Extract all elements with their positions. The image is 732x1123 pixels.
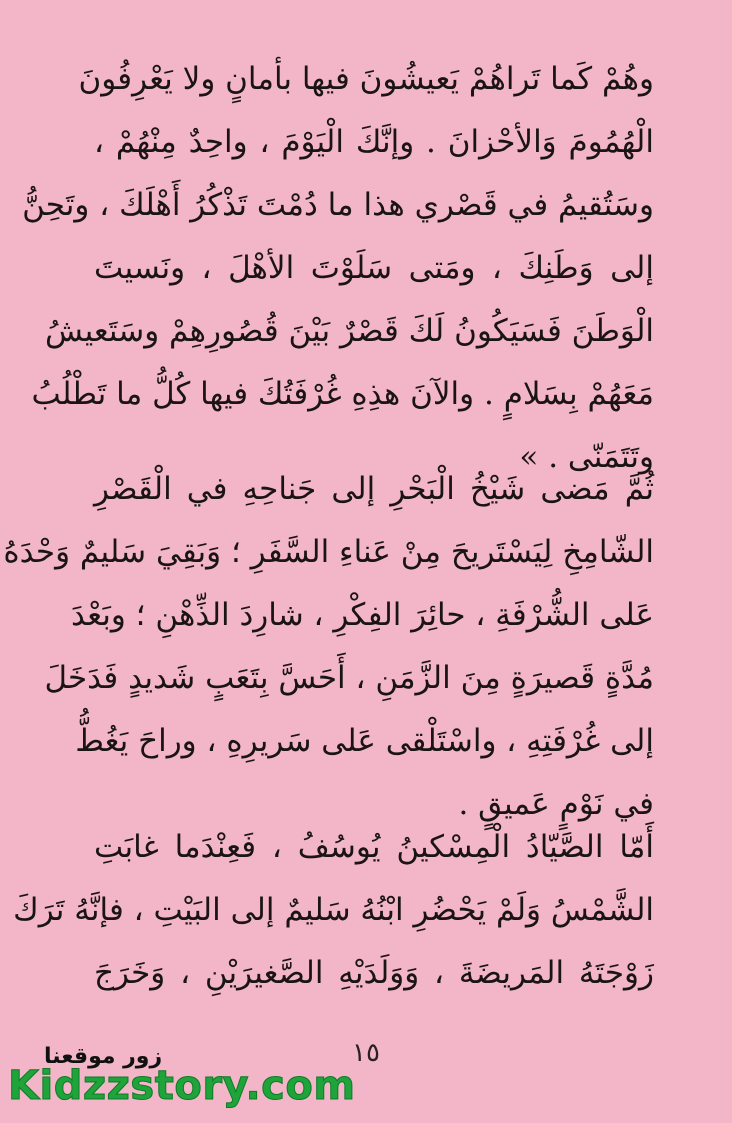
text-line: مُدَّةٍ قَصيرَةٍ مِنَ الزَّمَنِ ، أَحَسَّ بِتَعَبٍ شَديدٍ فَدَخَلَ	[44, 660, 654, 696]
text-line: إلى غُرْفَتِهِ ، واسْتَلْقى عَلى سَريرِهِ ، وراحَ يَغُطُّ	[75, 723, 654, 759]
text-line: إلى وَطَنِكَ ، ومَتى سَلَوْتَ الأهْلَ ، ونَسيتَ	[94, 250, 654, 286]
text-line: زَوْجَتَهُ المَريضَةَ ، وَوَلَدَيْهِ الصَّغيرَيْنِ ، وَخَرَجَ	[94, 955, 654, 991]
text-line: أَمّا الصَّيّادُ الْمِسْكينُ يُوسُفُ ، فَعِنْدَما غابَتِ	[94, 829, 654, 865]
text-line: الشَّمْسُ وَلَمْ يَحْضُرِ ابْنُهُ سَليمٌ إلى البَيْتِ ، فإنَّهُ تَرَكَ	[13, 892, 654, 928]
text-line: ثُمَّ مَضى شَيْخُ الْبَحْرِ إلى جَناحِهِ في الْقَصْرِ	[94, 471, 654, 507]
text-line: الْوَطَنَ فَسَيَكُونُ لَكَ قَصْرٌ بَيْنَ قُصُورِهِمْ وسَتَعيشُ	[45, 313, 654, 349]
paragraph-3	[13, 816, 654, 1005]
text-line: مَعَهُمْ بِسَلامٍ . والآنَ هذِهِ غُرْفَتُكَ فيها كُلُّ ما تَطْلُبُ	[31, 376, 654, 412]
text-line: الشّامِخِ لِيَسْتَريحَ مِنْ عَناءِ السَّفَرِ ؛ وَبَقِيَ سَليمٌ وَحْدَهُ	[3, 534, 654, 570]
paragraph-2	[3, 458, 654, 836]
text-line: الْهُمُومَ وَالأحْزانَ . وإنَّكَ الْيَوْمَ ، واحِدٌ مِنْهُمْ ،	[94, 124, 654, 160]
watermark-site-logo: Kidzzstory.com	[8, 1063, 356, 1109]
paragraph-1	[22, 48, 654, 489]
text-line: عَلى الشُّرْفَةِ ، حائِرَ الفِكْرِ ، شارِدَ الذِّهْنِ ؛ وبَعْدَ	[70, 597, 654, 633]
page-number: ١٥	[352, 1038, 380, 1068]
text-line: في نَوْمٍ عَميقٍ .	[458, 786, 654, 822]
watermark-arabic-text: زور موقعنا	[44, 1044, 163, 1069]
text-line: وتَتَمَنّى . »	[519, 439, 654, 475]
text-line: وسَتُقيمُ في قَصْري هذا ما دُمْتَ تَذْكُرُ أَهْلَكَ ، وتَحِنُّ	[22, 187, 654, 223]
text-line: وهُمْ كَما تَراهُمْ يَعيشُونَ فيها بأمانٍ ولا يَعْرِفُونَ	[78, 61, 654, 97]
